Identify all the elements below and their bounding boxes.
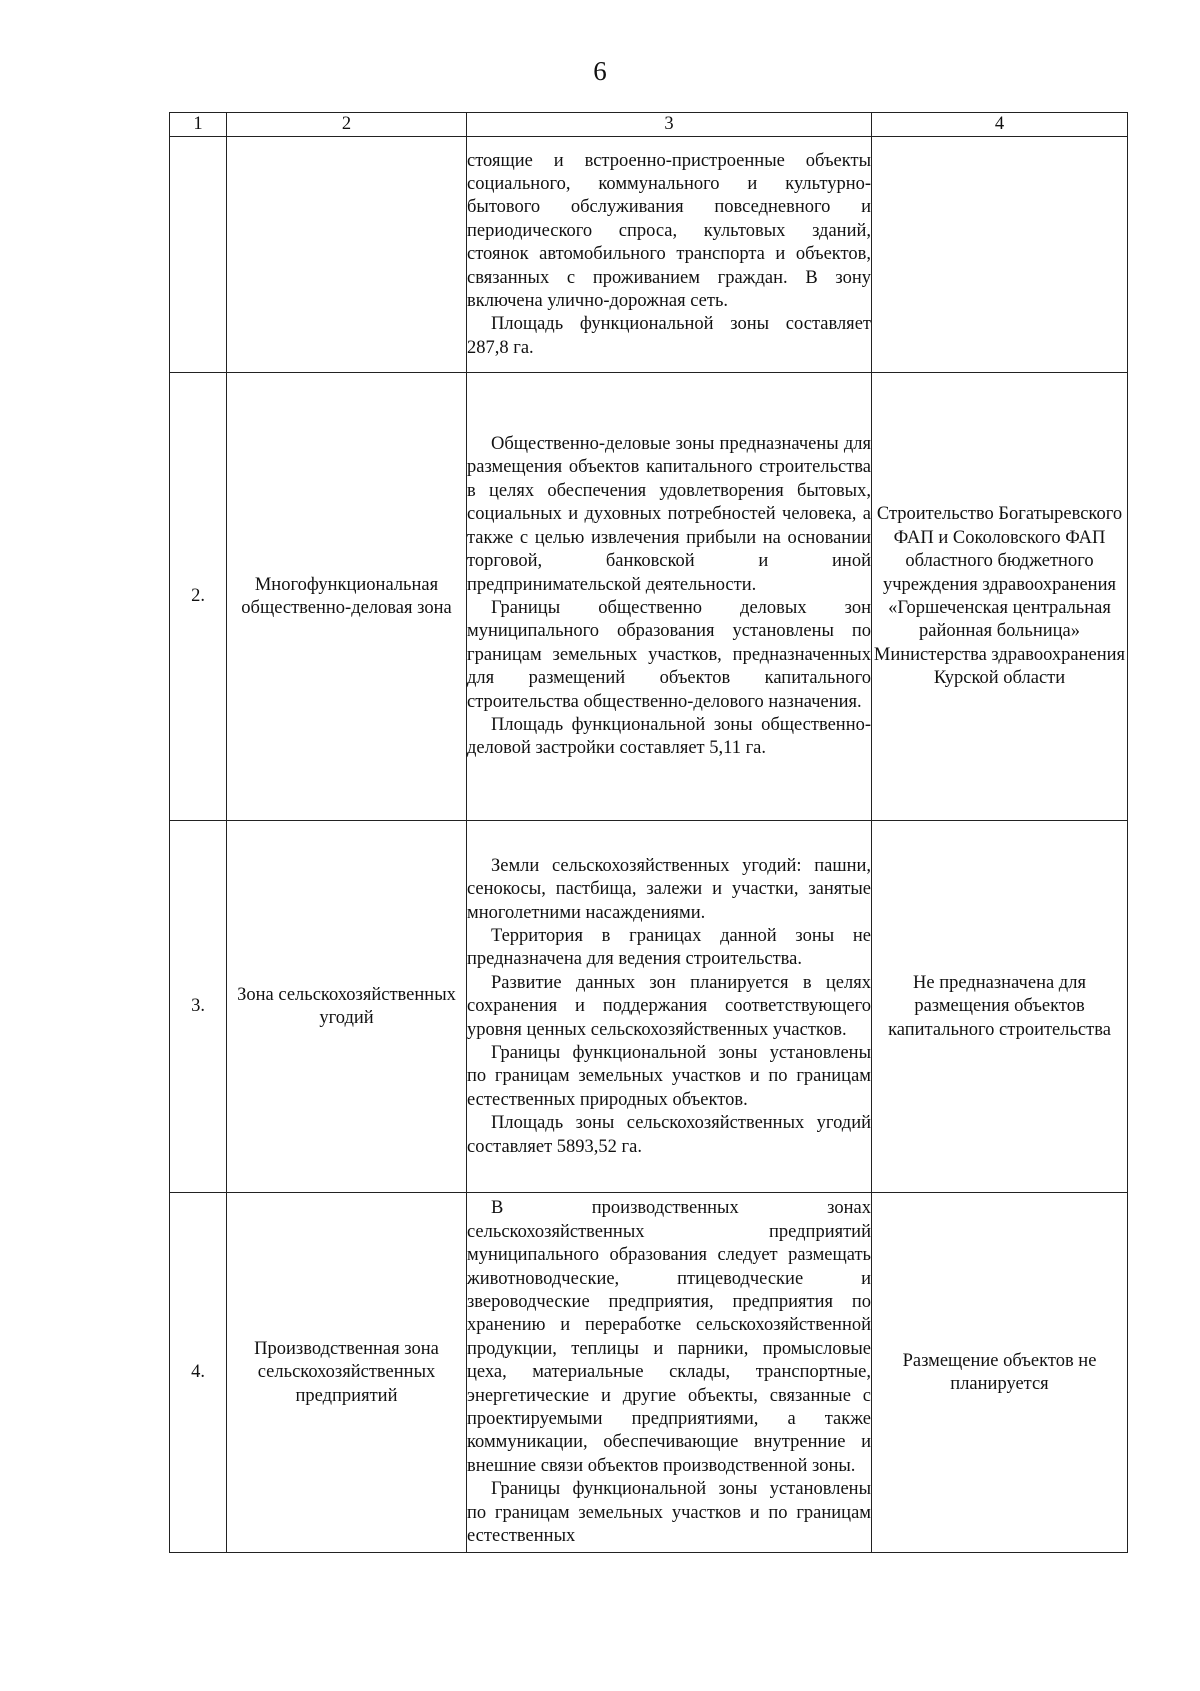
column-header-2: 2	[227, 113, 467, 137]
table-row	[170, 1193, 1128, 1553]
zone-note	[872, 137, 1128, 373]
zone-description	[467, 373, 872, 821]
zone-name: Многофункциональная общественно-деловая зона	[227, 373, 467, 821]
header-row	[170, 113, 1128, 137]
zone-description	[467, 821, 872, 1193]
description-paragraph: В производственных зонах сельскохозяйственных предприятий муниципального образования следует размещать животноводческие, птицеводческие и звероводческие предприятия, предприятия по хранению и переработке сельскохозяйственной продукции, теплицы и парники, промысловые цеха, материальные склады, транспортные, энергетические и другие объекты, связанные с проектируемыми предприятиями, а также коммуникации, обеспечивающие внутренние и внешние связи объектов производственной зоны.	[467, 1198, 871, 1476]
table-row	[170, 821, 1128, 1193]
column-header-3: 3	[467, 113, 872, 137]
zones-table	[169, 112, 1128, 1553]
zone-note: Не предназначена для размещения объектов капитального строительства	[872, 821, 1128, 1193]
description-paragraph: Развитие данных зон планируется в целях сохранения и поддержания соответствующего уровня ценных сельскохозяйственных участков.	[467, 972, 871, 1040]
zone-name: Зона сельскохозяйственных угодий	[227, 821, 467, 1193]
row-number: 2.	[170, 373, 227, 821]
description-paragraph: Границы функциональной зоны установлены по границам земельных участков и по границам естественных	[467, 1479, 871, 1547]
description-paragraph: Площадь зоны сельскохозяйственных угодий составляет 5893,52 га.	[467, 1113, 871, 1157]
row-number: 3.	[170, 821, 227, 1193]
description-paragraph: Общественно-деловые зоны предназначены для размещения объектов капитального строительства в целях обеспечения удовлетворения бытовых, социальных и духовных потребностей человека, а также с целью извлечения прибыли на основании торговой, банковской и иной предпринимательской деятельности.	[467, 434, 871, 595]
column-header-4: 4	[872, 113, 1128, 137]
description-paragraph: стоящие и встроенно-пристроенные объекты социального, коммунального и культурно-бытового обслуживания повседневного и периодического спроса, культовых зданий, стоянок автомобильного транспорта и объектов, связанных с проживанием граждан. В зону включена улично-дорожная сеть.	[467, 150, 871, 312]
description-paragraph: Границы общественно деловых зон муниципального образования установлены по границам земельных участков, предназначенных для размещений объектов капитального строительства общественно-делового назначения.	[467, 597, 871, 712]
row-number	[170, 137, 227, 373]
description-paragraph: Территория в границах данной зоны не предназначена для ведения строительства.	[467, 925, 871, 970]
zone-description	[467, 1193, 872, 1553]
description-paragraph: Земли сельскохозяйственных угодий: пашни, сенокосы, пастбища, залежи и участки, занятые многолетними насаждениями.	[467, 855, 871, 923]
column-header-1: 1	[170, 113, 227, 137]
table-row	[170, 137, 1128, 373]
page-number: 6	[593, 56, 607, 86]
description-paragraph: Площадь функциональной зоны общественно-деловой застройки составляет 5,11 га.	[467, 714, 871, 759]
zone-description	[467, 137, 872, 373]
row-number: 4.	[170, 1193, 227, 1553]
description-paragraph: Границы функциональной зоны установлены по границам земельных участков и по границам естественных природных объектов.	[467, 1043, 871, 1110]
zone-note: Строительство Богатыревского ФАП и Соколовского ФАП областного бюджетного учреждения здравоохранения «Горшеченская центральная районная больница» Министерства здравоохранения Курской области	[872, 373, 1128, 821]
zone-name: Производственная зона сельскохозяйственных предприятий	[227, 1193, 467, 1553]
zone-note: Размещение объектов не планируется	[872, 1193, 1128, 1553]
table-row	[170, 373, 1128, 821]
zone-name	[227, 137, 467, 373]
description-paragraph: Площадь функциональной зоны составляет 287,8 га.	[467, 314, 871, 358]
